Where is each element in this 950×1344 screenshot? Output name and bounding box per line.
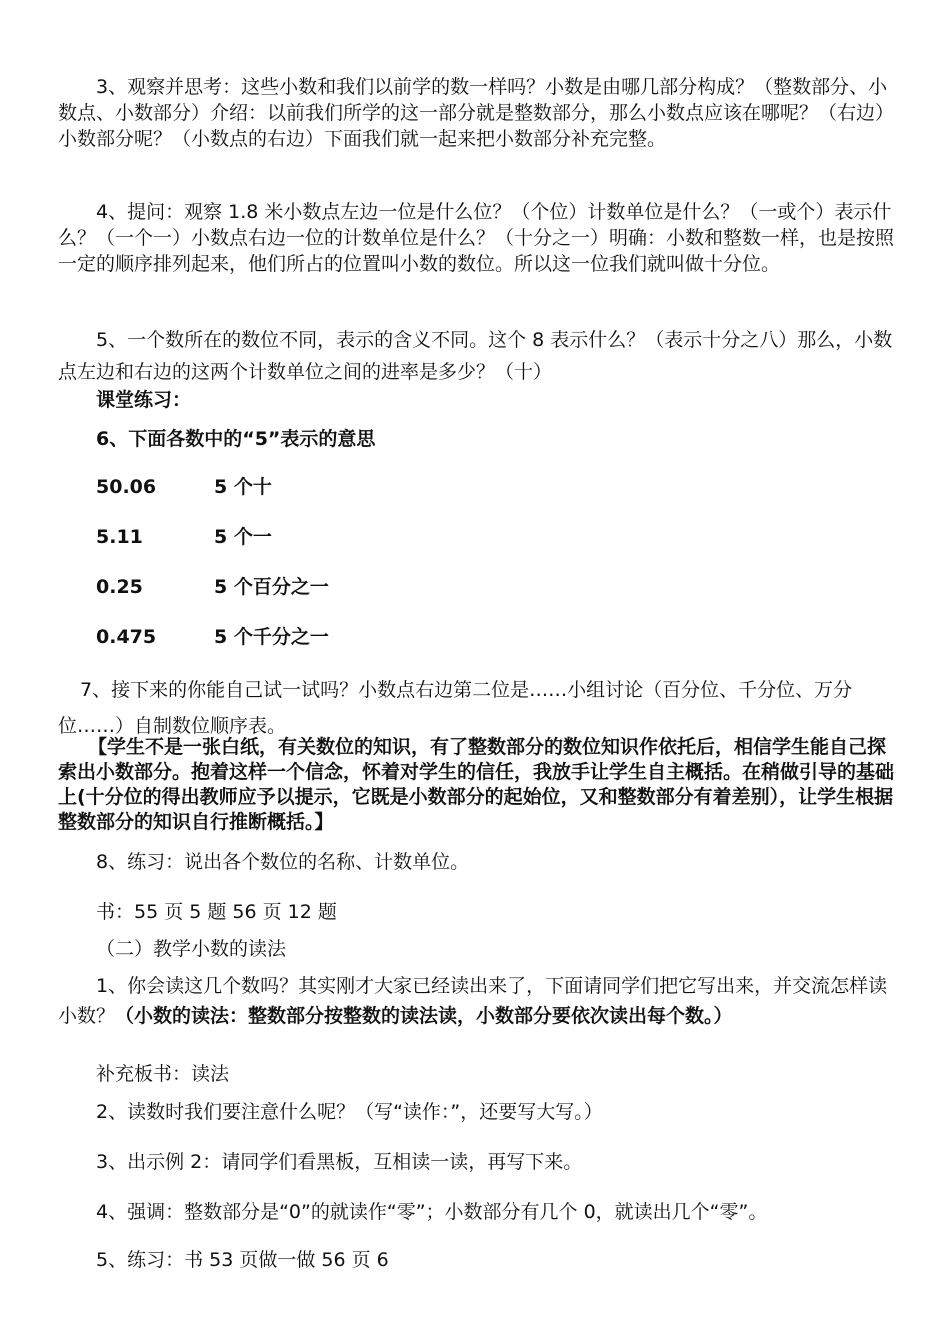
example-row bbox=[96, 572, 329, 599]
reading-question: 1、你会读这几个数吗？其实刚才大家已经读出来了，下面请同学们把它写出来，并交流怎样读小数？ bbox=[58, 975, 888, 1027]
paragraph-7: 7、接下来的你能自己试一试吗？小数点右边第二位是……小组讨论（百分位、千分位、万分位……）自制数位顺序表。 bbox=[58, 679, 853, 737]
reading-rule: （小数的读法：整数部分按整数的读法读，小数部分要依次读出每个数。） bbox=[115, 1005, 733, 1027]
reading-paragraph-5: 5、练习：书 53 页做一做 56 页 6 bbox=[96, 1249, 389, 1271]
reading-paragraph-1 bbox=[58, 971, 904, 1031]
teaching-note: 【学生不是一张白纸，有关数位的知识，有了整数部分的数位知识作依托后，相信学生能自己探索出小数部分。抱着这样一个信念，怀着对学生的信任，我放手让学生自主概括。在稍做引导的基础上(十分位的得出教师应予以提示，它既是小数部分的起始位，又和整数部分有着差别），让学生根据整数部分的知识自行推断概括。】 bbox=[58, 736, 895, 833]
example-row bbox=[96, 522, 272, 549]
reading-paragraph-4: 4、强调：整数部分是“0”的就读作“零”；小数部分有几个 0，就读出几个“零”。 bbox=[96, 1201, 768, 1223]
book-exercise: 书：55 页 5 题 56 页 12 题 bbox=[96, 901, 337, 923]
paragraph-4: 4、提问：观察 1.8 米小数点左边一位是什么位？（个位）计数单位是什么？（一或个）表示什么？（一个一）小数点右边一位的计数单位是什么？（十分之一）明确：小数和整数一样，也是按照一定的顺序排列起来，他们所占的位置叫小数的数位。所以这一位我们就叫做十分位。 bbox=[58, 201, 895, 275]
reading-paragraph-3: 3、出示例 2：请同学们看黑板，互相读一读，再写下来。 bbox=[96, 1151, 583, 1173]
board-note: 补充板书：读法 bbox=[96, 1063, 230, 1085]
paragraph-8: 8、练习：说出各个数位的名称、计数单位。 bbox=[96, 851, 470, 873]
example-meaning: 5 个千分之一 bbox=[214, 626, 329, 648]
paragraph-3: 3、观察并思考：这些小数和我们以前学的数一样吗？小数是由哪几部分构成？（整数部分、小数点、小数部分）介绍：以前我们所学的这一部分就是整数部分，那么小数点应该在哪呢？（右边）小数部分呢？（小数点的右边）下面我们就一起来把小数部分补充完整。 bbox=[58, 76, 895, 150]
section-heading-reading: （二）教学小数的读法 bbox=[96, 938, 287, 960]
paragraph-5: 5、一个数所在的数位不同，表示的含义不同。这个 8 表示什么？（表示十分之八）那么，小数点左边和右边的这两个计数单位之间的进率是多少？（十） bbox=[58, 329, 893, 383]
example-number: 0.25 bbox=[96, 576, 143, 598]
example-row bbox=[96, 472, 272, 499]
example-number: 0.475 bbox=[96, 626, 157, 648]
example-meaning: 5 个十 bbox=[214, 476, 272, 498]
example-number: 50.06 bbox=[96, 476, 157, 498]
practice-heading: 课堂练习： bbox=[96, 389, 192, 411]
example-number: 5.11 bbox=[96, 526, 143, 548]
example-meaning: 5 个百分之一 bbox=[214, 576, 329, 598]
question-6: 6、下面各数中的“5”表示的意思 bbox=[96, 428, 376, 450]
reading-paragraph-2: 2、读数时我们要注意什么呢？（写“读作：”，还要写大写。） bbox=[96, 1101, 603, 1123]
example-meaning: 5 个一 bbox=[214, 526, 272, 548]
example-row bbox=[96, 622, 329, 649]
